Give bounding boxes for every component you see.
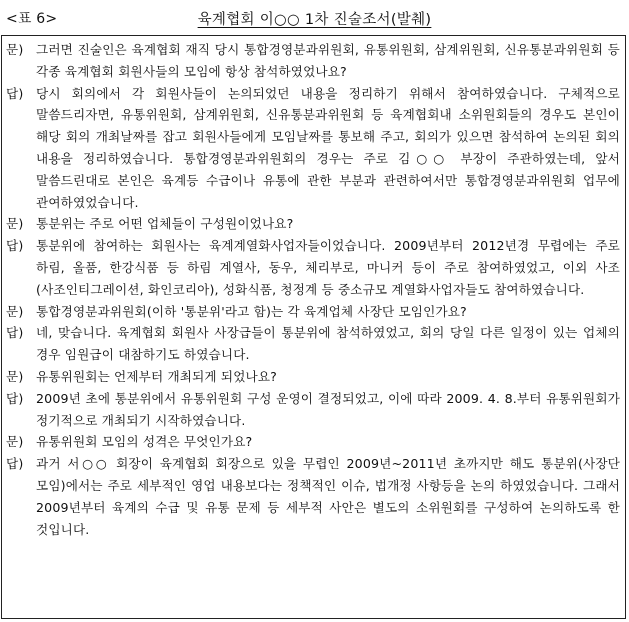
document-title bbox=[0, 8, 629, 29]
answer-row bbox=[6, 322, 620, 366]
question-row bbox=[6, 431, 620, 453]
answer-row bbox=[6, 83, 620, 214]
question-row bbox=[6, 301, 620, 323]
question-tag: 문) bbox=[6, 303, 24, 319]
question-row bbox=[6, 213, 620, 235]
answer-tag: 답) bbox=[6, 85, 24, 101]
question-text: 통합경영분과위원회(이하 '통분위'라고 함)는 각 육계업체 사장단 모임인가요? bbox=[36, 303, 467, 319]
answer-row bbox=[6, 453, 620, 540]
question-tag: 문) bbox=[6, 42, 24, 57]
question-row bbox=[6, 366, 620, 388]
question-text: 그러면 진술인은 육계협회 재직 당시 통합경영분과위원회, 유통위원회, 삼계위원회, 신유통분과위원회 등 각종 육계협회 회원사들의 모임에 항상 참석하였었나요? bbox=[36, 42, 620, 79]
question-row bbox=[6, 39, 620, 83]
answer-text: 과거 서○○ 회장이 육계협회 회장으로 있을 무렵인 2009년~2011년 초까지만 해도 통분위(사장단 모임)에서는 주로 세부적인 영업 내용보다는 정책적인 이슈, 법개정 사항등을 논의 하였었습니다. 그래서 2009년부터 육계의 수급 및 유통 문제 등 세부적 사안은 별도의 소위원회를 구성하여 논의하도록 한 것입니다. bbox=[36, 456, 620, 537]
answer-text: 당시 회의에서 각 회원사들이 논의되었던 내용을 정리하기 위해서 참여하였습니다. 구체적으로 말씀드리자면, 유통위원회, 삼계위원회, 신유통분과위원회 등 육계협회내 소위원회들의 경우도 본인이 해당 회의 개최날짜를 잡고 회원사들에게 모임날짜를 통보해 주고, 회의가 있으면 참석하여 논의된 회의 내용을 정리하였습니다. 통합경영분과위원회의 경우는 주로 김○○ 부장이 주관하였는데, 앞서 말씀드린대로 본인은 육계등 수급이나 유통에 관한 부분과 관련하여서만 통합경영분과위원회 업무에 관여하였었습니다. bbox=[36, 85, 620, 210]
document-title-text: 육계협회 이○○ 1차 진술조서(발췌) bbox=[197, 12, 432, 28]
answer-text: 네, 맞습니다. 육계협회 회원사 사장급들이 통분위에 참석하였었고, 회의 당일 다른 일정이 있는 업체의 경우 임원급이 대참하기도 하였습니다. bbox=[36, 325, 620, 363]
table-label: <표 6> bbox=[6, 11, 58, 27]
document-header bbox=[0, 0, 629, 34]
answer-row bbox=[6, 388, 620, 432]
answer-text: 통분위에 참여하는 회원사는 육계계열화사업자들이었습니다. 2009년부터 2012년경 무렵에는 주로 하림, 올품, 한강식품 등 하림 계열사, 동우, 체리부로, 마니커 등이 주로 참여하였었고, 이외 사조(사조인티그레이션, 화인코리아), 성화식품, 청정계 등 중소규모 계열화사업자들도 참여하였습니다. bbox=[36, 238, 620, 297]
answer-tag: 답) bbox=[6, 325, 24, 341]
transcript-box bbox=[1, 35, 626, 619]
question-text: 통분위는 주로 어떤 업체들이 구성원이었나요? bbox=[36, 216, 294, 232]
answer-row bbox=[6, 235, 620, 300]
question-text: 유통위원회 모임의 성격은 무엇인가요? bbox=[36, 434, 253, 450]
answer-tag: 답) bbox=[6, 456, 24, 472]
question-tag: 문) bbox=[6, 368, 24, 384]
answer-tag: 답) bbox=[6, 390, 24, 406]
question-tag: 문) bbox=[6, 216, 24, 232]
answer-text: 2009년 초에 통분위에서 유통위원회 구성 운영이 결정되었고, 이에 따라 2009. 4. 8.부터 유통위원회가 정기적으로 개최되기 시작하였습니다. bbox=[36, 390, 620, 428]
question-tag: 문) bbox=[6, 434, 24, 450]
answer-tag: 답) bbox=[6, 238, 24, 254]
question-text: 유통위원회는 언제부터 개최되게 되었나요? bbox=[36, 368, 277, 384]
